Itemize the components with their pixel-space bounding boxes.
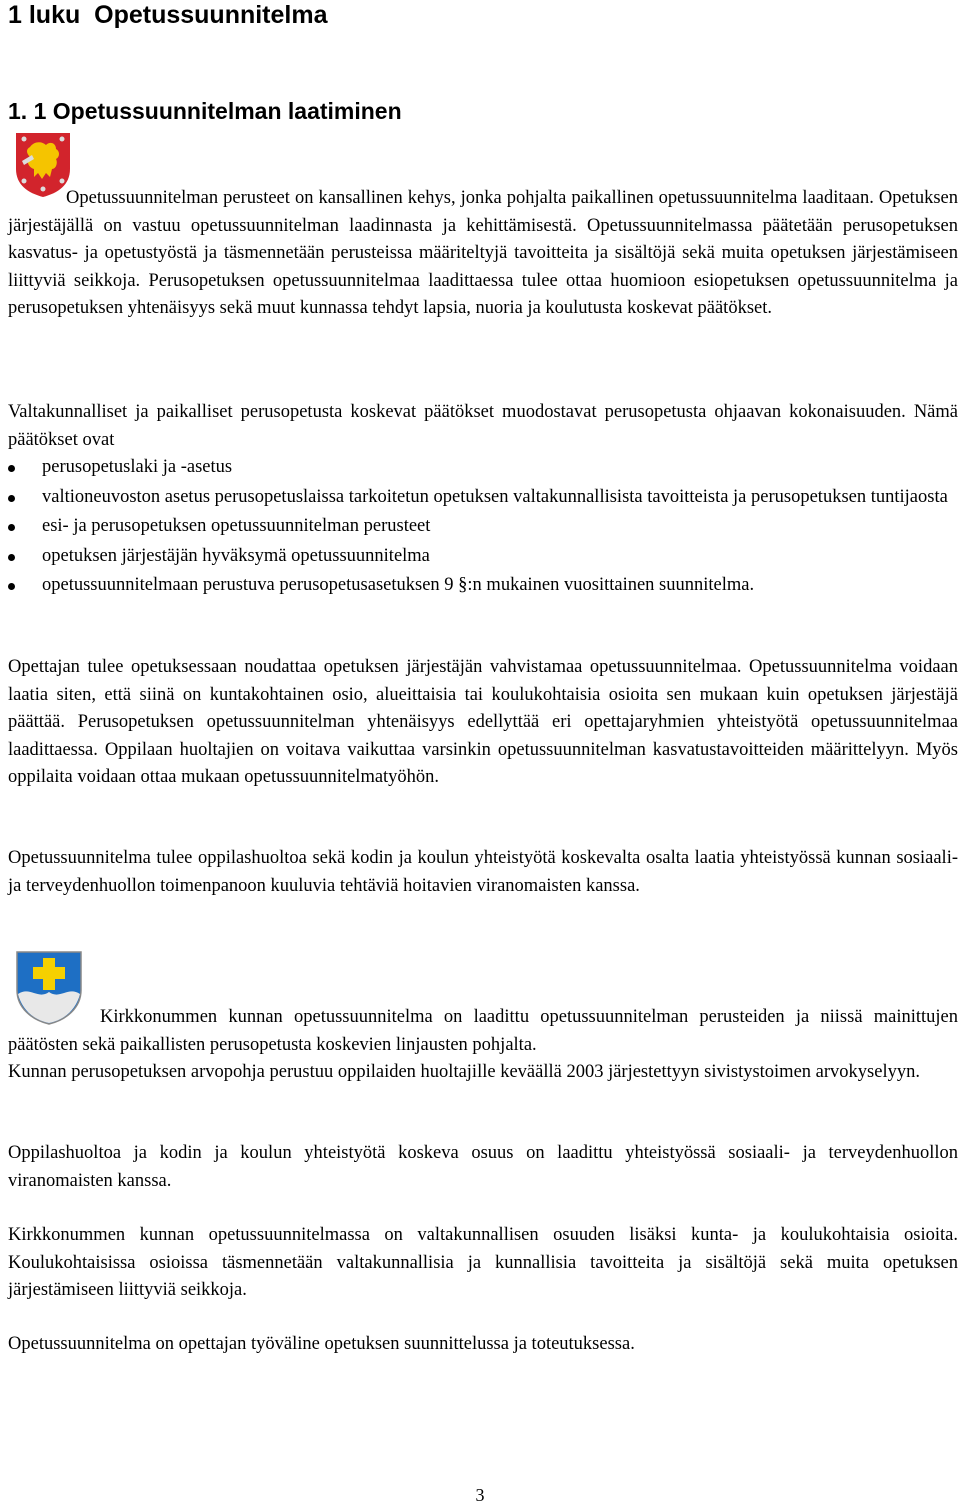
list-item: opetussuunnitelmaan perustuva perusopetusasetuksen 9 §:n mukainen vuosittainen suunnitelma. — [8, 572, 958, 600]
welfare-paragraph: Opetussuunnitelma tulee oppilashuoltoa sekä kodin ja koulun yhteistyötä koskevalta osalta laatia yhteistyössä kunnan sosiaali- ja terveydenhuollon toimenpanoon kuuluvia tehtäviä hoitavien viranomaisten kanssa. — [8, 848, 958, 896]
teacher-paragraph: Opettajan tulee opetuksessaan noudattaa opetuksen järjestäjän vahvistamaa opetussuunnitelmaa. Opetussuunnitelma voidaan laatia siten, että siinä on kuntakohtainen osio, alueittaisia tai koulukohtaisia osioita sen mukaan kuin opetuksen järjestäjä päättää. Perusopetuksen opetussuunnitelman yhtenäisyys edellyttää eri opettajaryhmien yhteistyötä opetussuunnitelmaa laadittaessa. Oppilaan huoltajien on voitava vaikuttaa varsinkin opetussuunnitelman kasvatustavoitteiden määrittelyyn. Myös oppilaita voidaan ottaa mukaan opetussuunnitelmatyöhön. — [8, 657, 958, 787]
page-number: 3 — [475, 1485, 485, 1505]
intro-block — [8, 131, 958, 323]
bullet-icon — [8, 495, 15, 502]
decisions-block — [8, 399, 958, 600]
chapter-title: 1 luku Opetussuunnitelma — [8, 1, 328, 29]
bullet-icon — [8, 524, 15, 531]
intro-paragraph: Opetussuunnitelman perusteet on kansallinen kehys, jonka pohjalta paikallinen opetussuunnitelma laaditaan. Opetuksen järjestäjällä on vastuu opetussuunnitelman laadinnasta ja kehittämisestä. Opetussuunnitelmassa päätetään perusopetuksen kasvatus- ja opetustyöstä ja täsmennetään perusteissa määriteltyjä tavoitteita ja sisältöjä sekä muita opetuksen järjestämiseen liittyviä seikkoja. Perusopetuksen opetussuunnitelmaa laadittaessa tulee ottaa huomioon esiopetuksen opetussuunnitelma ja perusopetuksen yhtenäisyys sekä muut kunnassa tehdyt lapsia, nuoria ja koulutusta koskevat päätökset. — [8, 188, 958, 318]
kirkko-block — [8, 948, 958, 1087]
welfare-paragraph-2: Oppilashuoltoa ja kodin ja koulun yhteistyötä koskeva osuus on laadittu yhteistyössä sosiaali- ja terveydenhuollon viranomaisten kanssa. — [8, 1143, 958, 1191]
section-title: 1. 1 Opetussuunnitelman laatiminen — [8, 98, 402, 124]
list-item: esi- ja perusopetuksen opetussuunnitelman perusteet — [8, 513, 958, 541]
kirkko-paragraph-2: Kunnan perusopetuksen arvopohja perustuu oppilaiden huoltajille keväällä 2003 järjestettyyn sivistystoimen arvokyselyyn. — [8, 1062, 920, 1082]
kirkko-paragraph-1: Kirkkonummen kunnan opetussuunnitelma on laadittu opetussuunnitelman perusteiden ja niissä mainittujen päätösten sekä paikallisten perusopetusta koskevien linjausten pohjalta. — [8, 1007, 958, 1055]
list-item: opetuksen järjestäjän hyväksymä opetussuunnitelma — [8, 543, 958, 571]
lion-coat-of-arms-icon — [12, 131, 74, 199]
list-item: valtioneuvoston asetus perusopetuslaissa tarkoitetun opetuksen valtakunnallisista tavoitteista ja perusopetuksen tuntijaosta — [8, 484, 958, 512]
decisions-list — [8, 454, 958, 600]
list-item: perusopetuslaki ja -asetus — [8, 454, 958, 482]
finland-crest-wrapper — [8, 131, 66, 187]
cross-shield-coat-of-arms-icon — [14, 948, 84, 1028]
kirkko-crest-wrapper — [8, 948, 100, 1010]
bullet-icon — [8, 583, 15, 590]
kirkko-paragraph-3: Kirkkonummen kunnan opetussuunnitelmassa on valtakunnallisen osuuden lisäksi kunta- ja koulukohtaisia osioita. Koulukohtaisissa osioissa täsmennetään valtakunnallisia ja kunnallisia tavoitteita ja sisältöjä sekä muita opetuksen järjestämiseen liittyviä seikkoja. — [8, 1225, 958, 1300]
tool-paragraph: Opetussuunnitelma on opettajan työväline opetuksen suunnittelussa ja toteutuksessa. — [8, 1334, 635, 1354]
bullet-icon — [8, 554, 15, 561]
bullet-icon — [8, 465, 15, 472]
decisions-intro: Valtakunnalliset ja paikalliset perusopetusta koskevat päätökset muodostavat perusopetusta ohjaavan kokonaisuuden. Nämä päätökset ovat — [8, 402, 958, 450]
